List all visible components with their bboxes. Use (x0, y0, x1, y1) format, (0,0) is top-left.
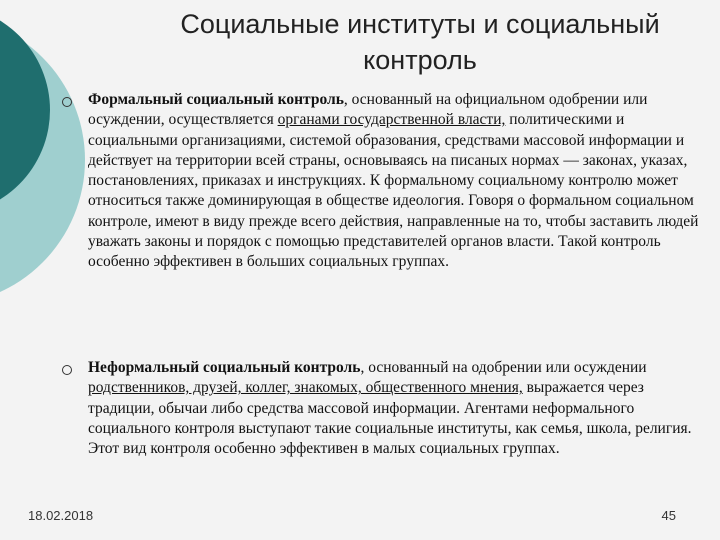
paragraph-informal-control (88, 358, 700, 459)
underlined-informal: родственников, друзей, коллег, знакомых, общественного мнения, (88, 379, 523, 397)
term-formal: Формальный социальный контроль (88, 91, 344, 108)
title-line-1: Социальные институты и социальный (180, 9, 660, 39)
term-informal: Неформальный социальный контроль (88, 359, 361, 376)
text-formal-a: , основанный на официальном одобрении или осуждении, осуществляется (88, 91, 648, 129)
text-formal-b: политическими и социальными организациями, системой образования, средствами массовой информации и действует на территории всей страны, основываясь на писаных нормах — законах, указах, постановлениях, приказах и инструкциях. К формальному социальному контролю может относиться также доминирующая в обществе идеология. Говоря о формальном социальном контроле, имеют в виду прежде всего действия, направленные на то, чтобы заставить людей уважать законы и порядок с помощью представителей органов власти. Такой контроль особенно эффективен в больших социальных группах. (88, 111, 699, 271)
paragraph-formal-control (88, 90, 700, 273)
page-number: 45 (661, 508, 676, 523)
decorative-circles (0, 0, 90, 300)
text-informal-a: , основанный на одобрении или осуждении (360, 359, 647, 376)
underlined-formal: органами государственной власти, (277, 111, 506, 129)
bullet-circle-icon (62, 97, 72, 107)
title-line-2: контроль (363, 45, 477, 75)
text-informal-b: выражается через традиции, обычаи либо средства массовой информации. Агентами неформального социального контроля выступают такие социальные институты, как семья, школа, религия. Этот вид контроля особенно эффективен в малых социальных группах. (88, 379, 692, 458)
footer-date: 18.02.2018 (28, 508, 94, 523)
bullet-circle-icon (62, 365, 72, 375)
slide-title (120, 6, 720, 78)
